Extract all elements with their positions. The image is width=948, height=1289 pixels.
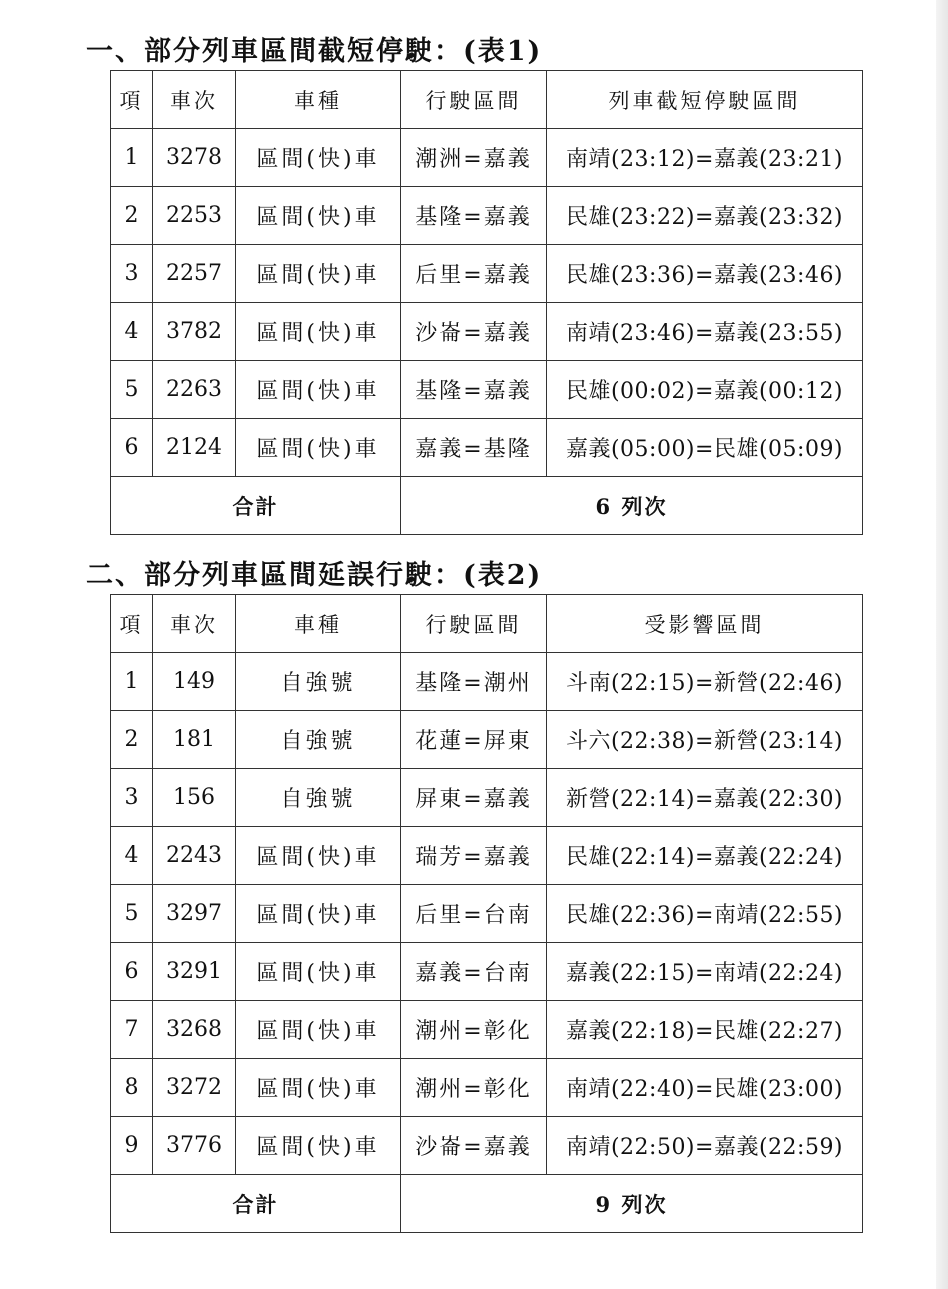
total-row: [111, 1175, 863, 1233]
cell-item: 4: [111, 303, 153, 361]
cell-train-no: 3782: [153, 303, 236, 361]
cell-route: 沙崙=嘉義: [401, 303, 547, 361]
cell-item: 1: [111, 129, 153, 187]
cell-train-type: 區間(快)車: [236, 419, 401, 477]
cell-train-type: 區間(快)車: [236, 1001, 401, 1059]
cell-affected: 民雄(22:14)=嘉義(22:24): [547, 827, 863, 885]
cell-train-type: 區間(快)車: [236, 303, 401, 361]
header-route: 行駛區間: [401, 595, 547, 653]
cell-route: 后里=台南: [401, 885, 547, 943]
cell-train-type: 區間(快)車: [236, 827, 401, 885]
cell-item: 2: [111, 711, 153, 769]
total-row: [111, 477, 863, 535]
cell-train-type: 區間(快)車: [236, 1059, 401, 1117]
cell-affected: 民雄(23:22)=嘉義(23:32): [547, 187, 863, 245]
table-row: [111, 245, 863, 303]
table-row: [111, 711, 863, 769]
cell-train-type: 區間(快)車: [236, 361, 401, 419]
cell-affected: 嘉義(05:00)=民雄(05:09): [547, 419, 863, 477]
cell-train-type: 區間(快)車: [236, 943, 401, 1001]
total-label: 合計: [111, 477, 401, 535]
total-label: 合計: [111, 1175, 401, 1233]
header-item: 項: [111, 71, 153, 129]
cell-item: 5: [111, 885, 153, 943]
cell-affected: 新營(22:14)=嘉義(22:30): [547, 769, 863, 827]
table-row: [111, 769, 863, 827]
cell-item: 8: [111, 1059, 153, 1117]
table-row: [111, 653, 863, 711]
cell-affected: 民雄(22:36)=南靖(22:55): [547, 885, 863, 943]
cell-train-no: 3297: [153, 885, 236, 943]
table-row: [111, 827, 863, 885]
header-route: 行駛區間: [401, 71, 547, 129]
cell-affected: 南靖(23:12)=嘉義(23:21): [547, 129, 863, 187]
cell-item: 7: [111, 1001, 153, 1059]
cell-train-type: 區間(快)車: [236, 129, 401, 187]
header-train-no: 車次: [153, 595, 236, 653]
table-row: [111, 1001, 863, 1059]
cell-affected: 嘉義(22:18)=民雄(22:27): [547, 1001, 863, 1059]
cell-item: 6: [111, 943, 153, 1001]
cell-item: 2: [111, 187, 153, 245]
cell-affected: 嘉義(22:15)=南靖(22:24): [547, 943, 863, 1001]
table-truncated-trains: [110, 70, 863, 535]
table-row: [111, 1117, 863, 1175]
cell-train-no: 2257: [153, 245, 236, 303]
cell-train-no: 149: [153, 653, 236, 711]
cell-affected: 南靖(22:50)=嘉義(22:59): [547, 1117, 863, 1175]
table-row: [111, 129, 863, 187]
cell-route: 基隆=嘉義: [401, 187, 547, 245]
cell-train-no: 2243: [153, 827, 236, 885]
cell-train-no: 3278: [153, 129, 236, 187]
cell-route: 潮洲=嘉義: [401, 129, 547, 187]
table-body: [111, 129, 863, 477]
cell-item: 9: [111, 1117, 153, 1175]
cell-train-no: 3291: [153, 943, 236, 1001]
cell-route: 基隆=潮州: [401, 653, 547, 711]
table-body: [111, 653, 863, 1175]
page-edge-shadow: [936, 0, 948, 1289]
cell-train-no: 3776: [153, 1117, 236, 1175]
total-value: 6 列次: [401, 477, 863, 535]
cell-train-type: 自強號: [236, 653, 401, 711]
total-value: 9 列次: [401, 1175, 863, 1233]
cell-train-no: 3272: [153, 1059, 236, 1117]
cell-train-type: 區間(快)車: [236, 187, 401, 245]
cell-route: 花蓮=屏東: [401, 711, 547, 769]
cell-item: 3: [111, 769, 153, 827]
cell-item: 6: [111, 419, 153, 477]
section1-title: 一、部分列車區間截短停駛：(表1): [86, 36, 543, 67]
cell-item: 3: [111, 245, 153, 303]
table-header-row: [111, 71, 863, 129]
cell-route: 嘉義=基隆: [401, 419, 547, 477]
table-row: [111, 303, 863, 361]
table-row: [111, 943, 863, 1001]
cell-affected: 南靖(22:40)=民雄(23:00): [547, 1059, 863, 1117]
cell-affected: 民雄(23:36)=嘉義(23:46): [547, 245, 863, 303]
cell-train-no: 2253: [153, 187, 236, 245]
table-row: [111, 885, 863, 943]
cell-train-type: 區間(快)車: [236, 1117, 401, 1175]
cell-train-no: 2124: [153, 419, 236, 477]
cell-route: 瑞芳=嘉義: [401, 827, 547, 885]
cell-item: 4: [111, 827, 153, 885]
cell-train-no: 156: [153, 769, 236, 827]
cell-route: 沙崙=嘉義: [401, 1117, 547, 1175]
header-item: 項: [111, 595, 153, 653]
cell-train-no: 3268: [153, 1001, 236, 1059]
cell-affected: 民雄(00:02)=嘉義(00:12): [547, 361, 863, 419]
header-train-type: 車種: [236, 71, 401, 129]
section2-title: 二、部分列車區間延誤行駛：(表2): [86, 560, 543, 591]
header-truncated-section: 列車截短停駛區間: [547, 71, 863, 129]
header-affected-section: 受影響區間: [547, 595, 863, 653]
table-row: [111, 361, 863, 419]
cell-route: 潮州=彰化: [401, 1001, 547, 1059]
cell-item: 1: [111, 653, 153, 711]
cell-route: 嘉義=台南: [401, 943, 547, 1001]
cell-train-no: 181: [153, 711, 236, 769]
cell-train-type: 區間(快)車: [236, 245, 401, 303]
header-train-no: 車次: [153, 71, 236, 129]
cell-affected: 斗南(22:15)=新營(22:46): [547, 653, 863, 711]
cell-train-type: 自強號: [236, 711, 401, 769]
table-delayed-trains: [110, 594, 863, 1233]
cell-route: 后里=嘉義: [401, 245, 547, 303]
cell-item: 5: [111, 361, 153, 419]
cell-route: 基隆=嘉義: [401, 361, 547, 419]
table-row: [111, 187, 863, 245]
table-row: [111, 419, 863, 477]
cell-affected: 斗六(22:38)=新營(23:14): [547, 711, 863, 769]
cell-route: 屏東=嘉義: [401, 769, 547, 827]
cell-affected: 南靖(23:46)=嘉義(23:55): [547, 303, 863, 361]
cell-route: 潮州=彰化: [401, 1059, 547, 1117]
cell-train-type: 自強號: [236, 769, 401, 827]
header-train-type: 車種: [236, 595, 401, 653]
cell-train-type: 區間(快)車: [236, 885, 401, 943]
cell-train-no: 2263: [153, 361, 236, 419]
table-header-row: [111, 595, 863, 653]
table-row: [111, 1059, 863, 1117]
